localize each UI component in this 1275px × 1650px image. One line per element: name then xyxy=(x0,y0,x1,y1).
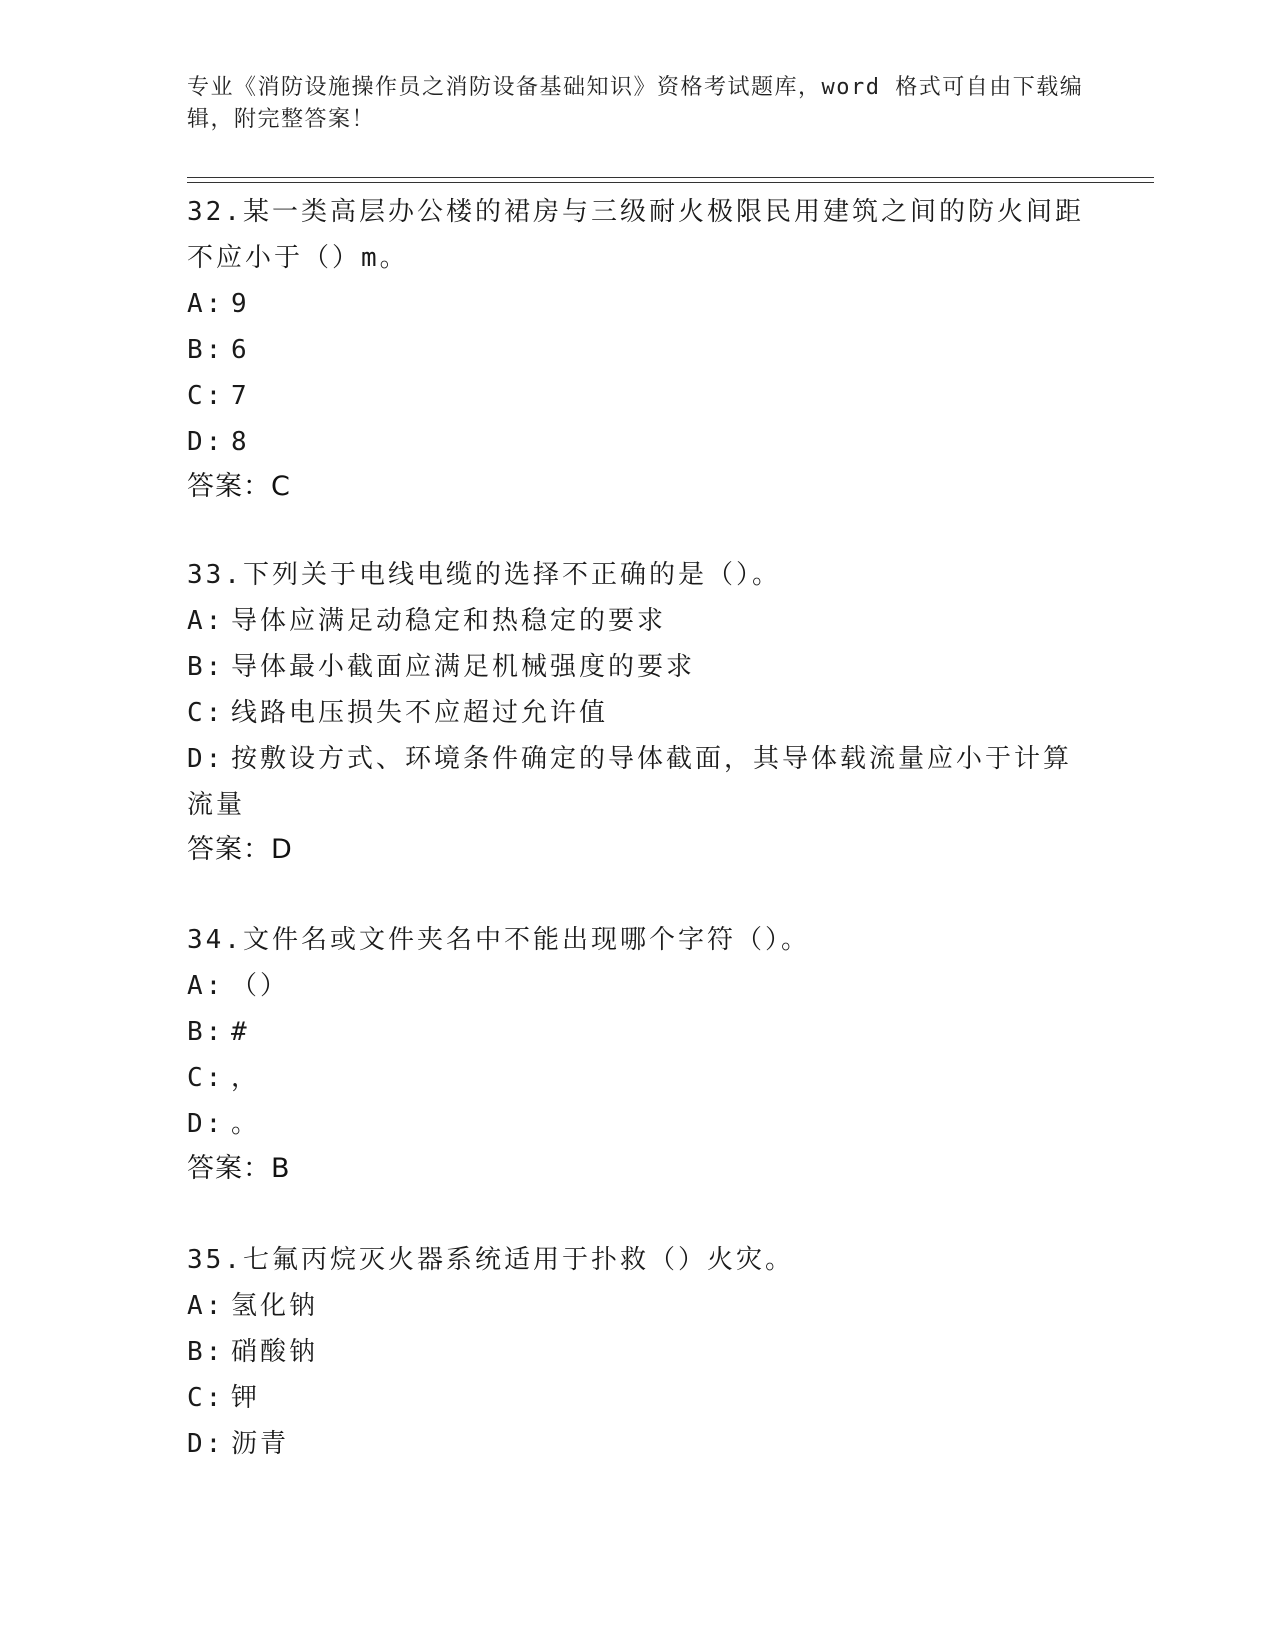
option-b xyxy=(187,1009,1087,1055)
option-text: 7 xyxy=(231,381,250,411)
question-stem: 33.下列关于电线电缆的选择不正确的是（）。 xyxy=(187,560,781,590)
option-label: D: xyxy=(187,744,225,774)
option-a xyxy=(187,281,1087,327)
option-label: D: xyxy=(187,427,225,457)
option-label: C: xyxy=(187,698,225,728)
option-text: （） xyxy=(231,971,290,1001)
option-label: C: xyxy=(187,1383,225,1413)
option-a xyxy=(187,598,1087,644)
option-label: A: xyxy=(187,606,225,636)
header-rule-top xyxy=(187,177,1154,178)
option-c xyxy=(187,1055,1087,1101)
option-label: D: xyxy=(187,1429,225,1459)
option-text: 沥青 xyxy=(231,1429,290,1459)
option-b xyxy=(187,1329,1087,1375)
option-text: 9 xyxy=(231,289,250,319)
option-text: 导体应满足动稳定和热稳定的要求 xyxy=(231,606,667,636)
header-rule-bottom xyxy=(187,182,1154,183)
option-a xyxy=(187,1283,1087,1329)
option-text: 6 xyxy=(231,335,250,365)
option-d xyxy=(187,419,1087,465)
option-text: 。 xyxy=(231,1109,261,1139)
question-stem: 34.文件名或文件夹名中不能出现哪个字符（）。 xyxy=(187,925,810,955)
option-text: ， xyxy=(231,1063,261,1093)
option-label: A: xyxy=(187,1291,225,1321)
option-text: 按敷设方式、环境条件确定的导体截面，其导体载流量应小于计算流量 xyxy=(187,744,1073,820)
question-34 xyxy=(187,917,1087,1191)
option-text: 线路电压损失不应超过允许值 xyxy=(231,698,609,728)
option-text: 导体最小截面应满足机械强度的要求 xyxy=(231,652,696,682)
option-d xyxy=(187,736,1087,828)
answer: 答案：B xyxy=(187,1153,291,1184)
question-stem: 32.某一类高层办公楼的裙房与三级耐火极限民用建筑之间的防火间距不应小于（）m。 xyxy=(187,197,1084,273)
answer: 答案：D xyxy=(187,834,293,865)
option-a xyxy=(187,963,1087,1009)
option-label: B: xyxy=(187,335,225,365)
option-b xyxy=(187,644,1087,690)
answer: 答案：C xyxy=(187,471,291,502)
option-text: 氢化钠 xyxy=(231,1291,319,1321)
option-text: 钾 xyxy=(231,1383,261,1413)
option-label: B: xyxy=(187,1337,225,1367)
question-32 xyxy=(187,189,1087,509)
question-stem: 35.七氟丙烷灭火器系统适用于扑救（）火灾。 xyxy=(187,1245,794,1275)
document-header: 专业《消防设施操作员之消防设备基础知识》资格考试题库，word 格式可自由下载编辑，附完整答案！ xyxy=(187,75,1084,132)
option-label: B: xyxy=(187,652,225,682)
option-label: D: xyxy=(187,1109,225,1139)
option-c xyxy=(187,690,1087,736)
option-label: B: xyxy=(187,1017,225,1047)
question-33 xyxy=(187,552,1087,872)
option-d xyxy=(187,1101,1087,1147)
option-b xyxy=(187,327,1087,373)
question-35 xyxy=(187,1237,1087,1467)
option-c xyxy=(187,373,1087,419)
option-label: A: xyxy=(187,971,225,1001)
option-label: C: xyxy=(187,1063,225,1093)
option-c xyxy=(187,1375,1087,1421)
option-text: 8 xyxy=(231,427,250,457)
option-text: 硝酸钠 xyxy=(231,1337,319,1367)
option-text: # xyxy=(231,1017,250,1047)
option-label: C: xyxy=(187,381,225,411)
option-label: A: xyxy=(187,289,225,319)
option-d xyxy=(187,1421,1087,1467)
